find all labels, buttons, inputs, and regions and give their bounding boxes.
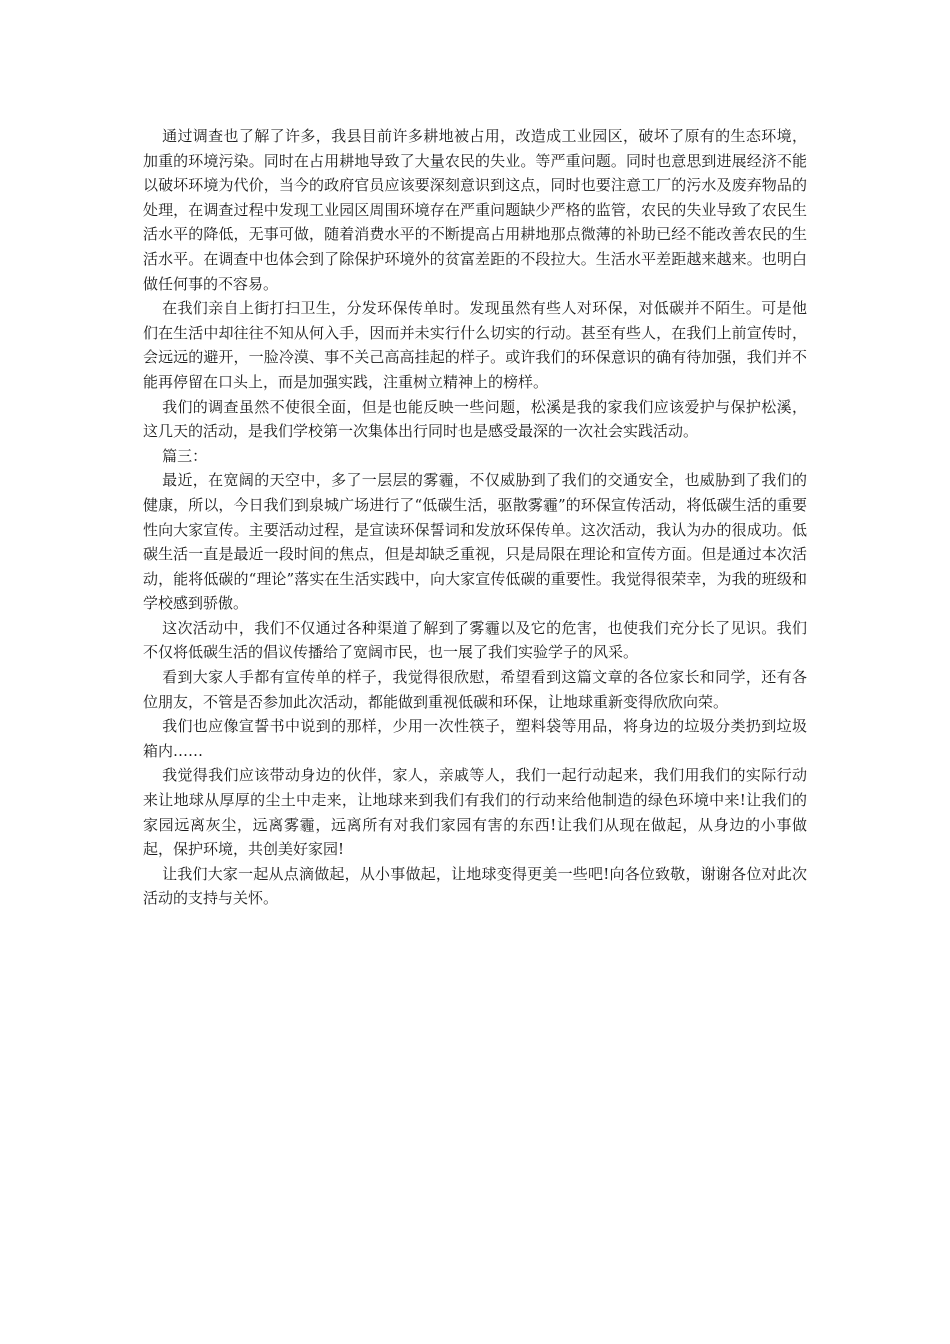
paragraph: 通过调查也了解了许多，我县目前许多耕地被占用，改造成工业园区，破坏了原有的生态环境，加重的环境污染。同时在占用耕地导致了大量农民的失业。等严重问题。同时也意思到进展经济不能以破坏环境为代价，当今的政府官员应该要深刻意识到这点，同时也要注意工厂的污水及废弃物品的处理，在调查过程中发现工业园区周围环境存在严重问题缺少严格的监管，农民的失业导致了农民生活水平的降低，无事可做，随着消费水平的不断提高占用耕地那点微薄的补助已经不能改善农民的生活水平。在调查中也体会到了除保护环境外的贫富差距的不段拉大。生活水平差距越来越来。也明白做任何事的不容易。 [143, 127, 807, 293]
paragraph: 让我们大家一起从点滴做起，从小事做起，让地球变得更美一些吧!向各位致敬，谢谢各位对此次活动的支持与关怀。 [143, 864, 807, 908]
paragraph: 我们的调查虽然不使很全面，但是也能反映一些问题，松溪是我的家我们应该爱护与保护松溪，这几天的活动，是我们学校第一次集体出行同时也是感受最深的一次社会实践活动。 [143, 397, 807, 441]
paragraph: 我觉得我们应该带动身边的伙伴，家人，亲戚等人，我们一起行动起来，我们用我们的实际行动来让地球从厚厚的尘土中走来，让地球来到我们有我们的行动来给他制造的绿色环境中来!让我们的家园远离灰尘，远离雾霾，远离所有对我们家园有害的东西!让我们从现在做起，从身边的小事做起，保护环境，共创美好家园! [143, 766, 807, 859]
paragraph: 在我们亲自上街打扫卫生，分发环保传单时。发现虽然有些人对环保，对低碳并不陌生。可是他们在生活中却往往不知从何入手，因而并未实行什么切实的行动。甚至有些人，在我们上前宣传时，会远远的避开，一脸冷漠、事不关己高高挂起的样子。或许我们的环保意识的确有待加强，我们并不能再停留在口头上，而是加强实践，注重树立精神上的榜样。 [143, 299, 807, 391]
document-body [143, 124, 807, 911]
section-heading: 篇三： [162, 446, 208, 465]
paragraph: 这次活动中，我们不仅通过各种渠道了解到了雾霾以及它的危害，也使我们充分长了见识。我们不仅将低碳生活的倡议传播给了宽阔市民，也一展了我们实验学子的风采。 [143, 618, 807, 662]
paragraph: 我们也应像宣誓书中说到的那样，少用一次性筷子，塑料袋等用品，将身边的垃圾分类扔到垃圾箱内…… [143, 717, 807, 760]
paragraph: 最近，在宽阔的天空中，多了一层层的雾霾，不仅威胁到了我们的交通安全，也威胁到了我们的健康，所以，今日我们到泉城广场进行了“低碳生活，驱散雾霾”的环保宣传活动，将低碳生活的重要性向大家宣传。主要活动过程，是宣读环保誓词和发放环保传单。这次活动，我认为办的很成功。低碳生活一直是最近一段时间的焦点，但是却缺乏重视，只是局限在理论和宣传方面。但是通过本次活动，能将低碳的“理论”落实在生活实践中，向大家宣传低碳的重要性。我觉得很荣幸，为我的班级和学校感到骄傲。 [143, 471, 807, 613]
paragraph: 看到大家人手都有宣传单的样子，我觉得很欣慰，希望看到这篇文章的各位家长和同学，还有各位朋友，不管是否参加此次活动，都能做到重视低碳和环保，让地球重新变得欣欣向荣。 [143, 668, 807, 711]
